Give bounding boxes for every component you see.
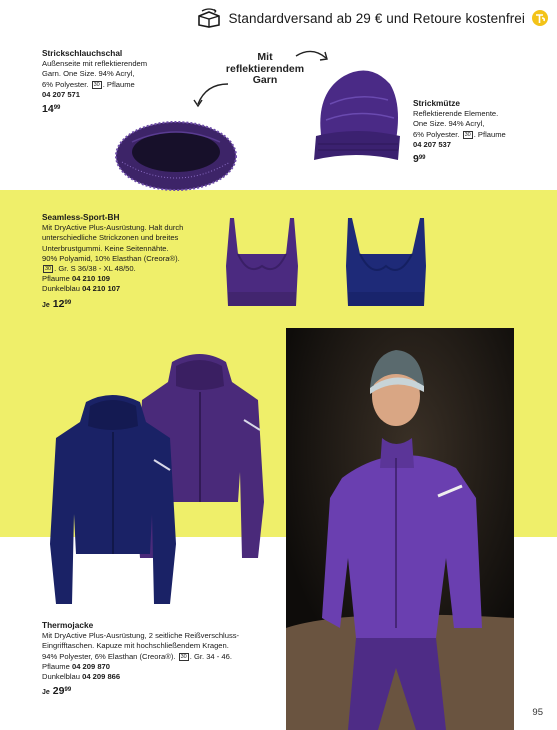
scarf-image [112,112,240,194]
bra-description [42,212,227,311]
hat-description [413,98,523,164]
bra-desc-line: Unterbrustgummi. Keine Seitennähte. [42,243,169,253]
brand-cup-icon [531,9,549,27]
wash-care-icon: 30 [180,653,187,660]
scarf-desc-line: Außenseite mit reflektierendem [42,59,148,69]
wash-care-icon: 30 [93,81,100,88]
hat-price: $9^{99}$ [413,153,426,166]
bra-desc-line: 90% Polyamid, 10% Elasthan (Creora®). [42,253,180,263]
jacket-desc-line: Eingrifftaschen. Kapuze mit hochschließendem Kragen. [42,641,229,651]
jacket-desc-line: 94% Polyester, 6% Elasthan (Creora®). 30 . Gr. 34 - 46. [42,651,232,661]
wash-care-icon: 30 [45,266,52,273]
jacket-title: Thermojacke [42,620,94,630]
bra-price: Je $12^{99}$ [42,297,72,310]
scarf-article-number: 04 207 571 [42,89,81,99]
scarf-desc-line: 6% Polyester. 30 . Pflaume [42,79,135,89]
jacket-description [42,620,282,698]
hat-title: Strickmütze [413,98,461,108]
hat-desc-line: One Size. 94% Acryl, [413,119,485,129]
bra-desc-line: unterschiedliche Strickzonen und breites [42,233,179,243]
shipping-banner [196,8,549,28]
wash-care-icon: 30 [464,131,471,138]
jacket-price: Je $29^{99}$ [42,685,72,698]
scarf-price: $14^{99}$ [42,103,61,116]
page-number: 95 [532,707,543,718]
scarf-title: Strickschlauchschal [42,48,123,58]
hat-desc-line: Reflektierende Elemente. [413,109,499,119]
reflective-yarn-callout: Mit reflektierendem Garn [225,51,305,86]
model-photo [286,328,514,730]
bra-color-navy: Dunkelblau 04 210 107 [42,284,121,294]
bra-title: Seamless-Sport-BH [42,212,120,222]
bra-desc-line: Mit DryActive Plus-Ausrüstung. Halt durch [42,223,184,233]
scarf-description [42,48,192,114]
bra-color-plum: Pflaume 04 210 109 [42,274,110,284]
bra-navy-image [338,214,434,310]
bra-desc-line: 30 . Gr. S 36/38 - XL 48/50. [45,264,136,274]
jacket-desc-line: Mit DryActive Plus-Ausrüstung, 2 seitliche Reißverschluss- [42,631,240,641]
jacket-color-navy: Dunkelblau 04 209 866 [42,672,121,682]
hat-image [308,64,404,164]
jacket-color-plum: Pflaume 04 209 870 [42,661,110,671]
shipping-box-icon [196,8,222,28]
model-photo-illustration [286,328,514,730]
hat-article-number: 04 207 537 [413,139,452,149]
jacket-navy-image [46,394,180,608]
arrow-left-icon [192,80,232,110]
scarf-desc-line: Garn. One Size. 94% Acryl, [42,69,135,79]
bra-plum-image [216,214,308,310]
shipping-text: Standardversand ab 29 € und Retoure kostenfrei [228,10,525,26]
hat-desc-line: 6% Polyester. 30 . Pflaume [413,129,506,139]
